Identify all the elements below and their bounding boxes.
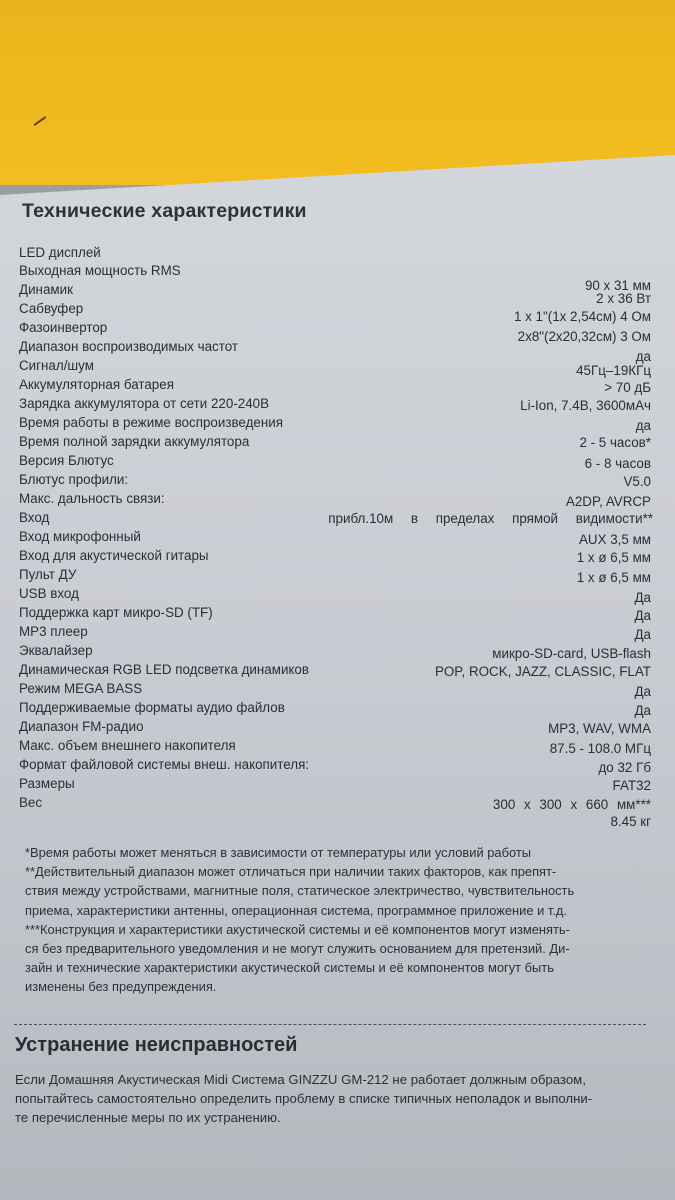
spec-row — [0, 643, 675, 662]
spec-row — [0, 624, 675, 643]
spec-value: > 70 дБ — [604, 380, 651, 395]
spec-value: 2 x 36 Вт — [596, 291, 651, 306]
spec-row — [0, 605, 675, 624]
spec-label: Сабвуфер — [19, 301, 84, 316]
spec-value: Да — [634, 627, 651, 642]
spec-value: MP3, WAV, WMA — [548, 721, 651, 736]
spec-value: 1 x ø 6,5 мм — [576, 550, 651, 565]
spec-label: Диапазон FM-радио — [19, 719, 144, 734]
troubleshooting-line: Если Домашняя Акустическая Midi Система GINZZU GM-212 не работает должным образом, — [15, 1072, 586, 1087]
spec-row — [0, 700, 675, 719]
spec-value: 90 x 31 мм — [584, 278, 651, 293]
spec-label: Режим MEGA BASS — [19, 681, 143, 696]
spec-label: Формат файловой системы внеш. накопителя: — [19, 757, 310, 772]
spec-row — [0, 453, 675, 472]
spec-row — [0, 548, 675, 567]
spec-label: LED дисплей — [19, 245, 101, 260]
spec-label: Макс. дальность связи: — [19, 491, 165, 506]
spec-label: Блютус профили: — [19, 472, 129, 487]
troubleshooting-line: попытайтесь самостоятельно определить проблему в списке типичных неполадок и выполни- — [15, 1091, 593, 1107]
section-divider — [14, 1024, 646, 1025]
spec-label: Пульт ДУ — [19, 567, 77, 582]
troubleshooting-line: те перечисленные меры по их устранению. — [15, 1110, 281, 1126]
spec-label: Поддержка карт микро-SD (TF) — [19, 605, 213, 620]
spec-value: FAT32 — [612, 778, 651, 793]
spec-label: Сигнал/шум — [19, 358, 94, 373]
spec-value: 6 - 8 часов — [584, 456, 651, 471]
spec-label: Динамическая RGB LED подсветка динамиков — [19, 662, 309, 677]
spec-value: V5.0 — [623, 474, 651, 489]
spec-row — [0, 339, 675, 364]
footnote-line: приема, характеристики антенны, операционная система, программное приложение и т.д. — [25, 902, 568, 918]
spec-label: Вход микрофонный — [19, 529, 141, 544]
spec-value: да — [635, 349, 651, 364]
spec-row — [0, 814, 675, 833]
spec-label: Вес — [19, 795, 43, 810]
spec-row — [0, 358, 675, 377]
footnote-line: зайн и технические характеристики акустической системы и её компонентов могут быть — [25, 960, 554, 976]
spec-label: USB вход — [19, 586, 79, 601]
spec-label: Вход — [19, 510, 50, 525]
spec-row — [0, 510, 675, 529]
spec-label: Вход для акустической гитары — [19, 548, 209, 563]
spec-label: Выходная мощность RMS — [19, 263, 181, 278]
spec-row — [0, 662, 675, 681]
specs-title: Технические характеристики — [22, 200, 307, 222]
spec-label: Зарядка аккумулятора от сети 220-240В — [19, 396, 270, 411]
spec-value: Li-Ion, 7.4В, 3600мАч — [520, 398, 651, 413]
spec-label: Аккумуляторная батарея — [19, 377, 174, 392]
spec-label: Диапазон воспроизводимых частот — [19, 339, 239, 354]
spec-value: 2x8"(2x20,32см) 3 Ом — [517, 329, 651, 344]
spec-label: Фазоинвертор — [19, 320, 108, 335]
spec-row — [0, 757, 675, 776]
spec-value: Да — [634, 684, 651, 699]
spec-value: микро-SD-card, USB-flash — [492, 646, 651, 661]
spec-row — [0, 377, 675, 396]
spec-row — [0, 282, 675, 306]
spec-label: MP3 плеер — [19, 624, 88, 639]
spec-label: Размеры — [19, 776, 75, 791]
spec-value: да — [635, 418, 651, 433]
troubleshooting-text — [15, 1070, 655, 1128]
footnotes — [25, 843, 650, 997]
footnote-line: ся без предварительного уведомления и не могут служить основанием для претензий. Ди- — [25, 941, 570, 957]
spec-value: 45Гц–19КГц — [576, 363, 651, 378]
spec-row — [0, 415, 675, 434]
footnote-line: ***Конструкция и характеристики акустической системы и её компонентов могут изменять- — [25, 921, 570, 937]
spec-value: 8.45 кг — [610, 814, 651, 829]
footnote-line: ствия между устройствами, магнитные поля, статическое электричество, чувствительность — [25, 883, 575, 899]
spec-row — [0, 719, 675, 738]
spec-row — [0, 776, 675, 795]
troubleshooting-title: Устранение неисправностей — [15, 1034, 298, 1056]
spec-label: Поддерживаемые форматы аудио файлов — [19, 700, 285, 715]
spec-row — [0, 434, 675, 453]
spec-label: Версия Блютус — [19, 453, 114, 468]
spec-row — [0, 795, 675, 814]
spec-row — [0, 245, 675, 264]
spec-row — [0, 586, 675, 605]
spec-label: Макс. объем внешнего накопителя — [19, 738, 236, 753]
spec-row — [0, 301, 675, 324]
spec-row — [0, 472, 675, 491]
spec-value: Да — [634, 590, 651, 605]
spec-label: Время работы в режиме воспроизведения — [19, 415, 283, 430]
spec-value: 1 x ø 6,5 мм — [576, 570, 651, 585]
spec-row — [0, 529, 675, 548]
spec-row — [0, 320, 675, 344]
spec-value: Да — [634, 703, 651, 718]
spec-row — [0, 491, 675, 510]
spec-row — [0, 681, 675, 700]
spec-value: 300 x 300 x 660 мм*** — [492, 797, 651, 812]
spec-value: 2 - 5 часов* — [579, 435, 651, 450]
spec-value: прибл.10м в пределах прямой видимости** — [328, 511, 653, 526]
spec-value: AUX 3,5 мм — [578, 532, 651, 547]
footnote-line: изменены без предупреждения. — [25, 979, 217, 995]
spec-value: 1 x 1"(1x 2,54см) 4 Ом — [513, 309, 651, 324]
spec-label: Эквалайзер — [19, 643, 93, 658]
footnote-line: *Время работы может меняться в зависимости от температуры или условий работы — [25, 845, 532, 860]
footnote-line: **Действительный диапазон может отличаться при наличии таких факторов, как препят- — [25, 864, 557, 880]
spec-value: 87.5 - 108.0 МГц — [549, 741, 651, 756]
spec-value: A2DP, AVRCP — [565, 494, 651, 509]
spec-row — [0, 567, 675, 586]
spec-value: до 32 Гб — [598, 760, 651, 775]
spec-row — [0, 396, 675, 415]
spec-value: Да — [634, 608, 651, 623]
spec-value: POP, ROCK, JAZZ, CLASSIC, FLAT — [434, 664, 651, 679]
spec-row — [0, 738, 675, 757]
box-cover — [0, 0, 675, 185]
spec-label: Время полной зарядки аккумулятора — [19, 434, 250, 449]
spec-label: Динамик — [19, 282, 73, 297]
